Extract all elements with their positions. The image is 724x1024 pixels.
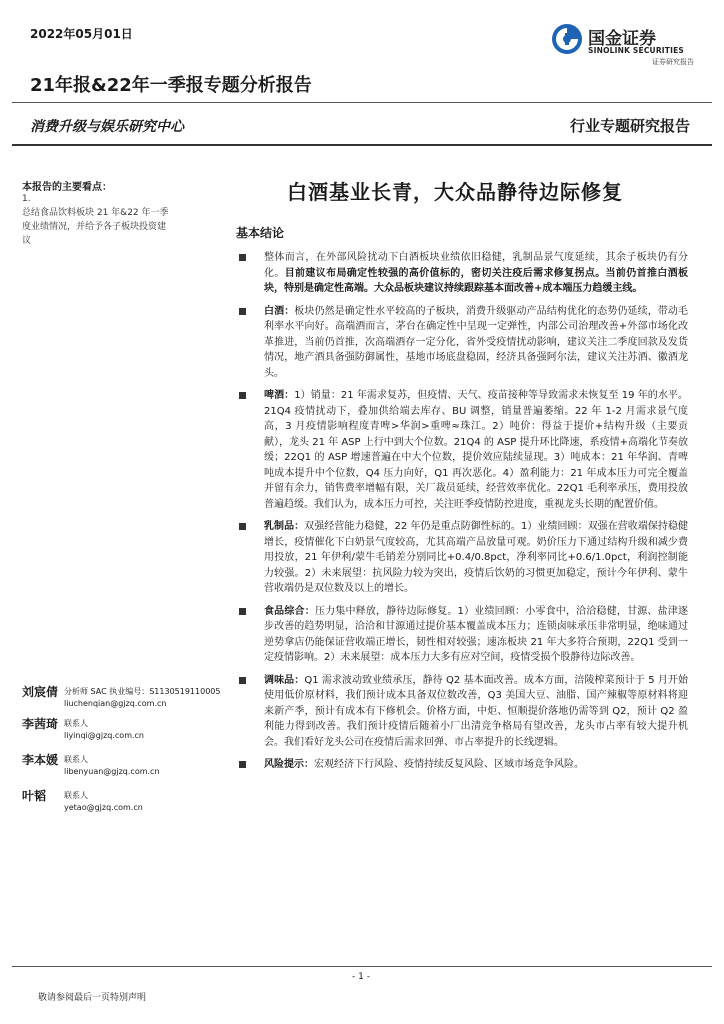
- analyst-role: 联系人: [64, 791, 88, 800]
- page-number: - 1 -: [352, 972, 370, 982]
- bullet-square-icon: [239, 392, 246, 399]
- bullet-label: 乳制品：: [264, 521, 305, 532]
- bullet-square-icon: [239, 608, 246, 615]
- logo-tag: 证券研究报告: [652, 58, 694, 66]
- research-center: 消费升级与娱乐研究中心: [30, 119, 184, 135]
- bullet-text: 1）销量：21 年需求复苏，但疫情、天气、疫苗接种等导致需求未恢复至 19 年的水平。21Q4 疫情扰动下，叠加供给端去库存、BU 调整，销量普遍萎缩。22 年 1-2 月需求景气度高，3 月疫情影响程度青啤>华润>重啤≈珠江。2）吨价：得益于提价+结构升级（主要贡献），龙头 21 年 ASP 上行中到大个位数。21Q4 的 ASP 提升环比降速，系疫情+高端化节奏放缓；22Q1 的 ASP 增速普遍在中大个位数，提价效应陆续显现。3）吨成本：21 年华润、青啤吨成本提升中个位数，Q4 压力向好，Q1 再次恶化。4）盈利能力：21 年成本压力可完全覆盖并留有余力，销售费率增幅有限，关厂裁员延续，经营效率优化。22Q1 毛利率承压，费用投放普遍趋缓。我们认为，成本压力可控，关注旺季疫情防控进度，重视龙头长期的配置价值。: [264, 390, 688, 510]
- bullet-square-icon: [239, 254, 246, 261]
- report-type: 行业专题研究报告: [569, 117, 690, 135]
- analyst-email: yetao@gjzq.com.cn: [64, 803, 143, 812]
- analyst-email: libenyuan@gjzq.com.cn: [64, 767, 160, 776]
- divider: [12, 966, 712, 967]
- analyst-block: [22, 754, 232, 778]
- bullet-item: [236, 673, 688, 751]
- analyst-name: 刘宸倩: [22, 685, 59, 699]
- bullet-label: 白酒：: [264, 305, 295, 317]
- bullet-item: [236, 388, 688, 512]
- analyst-name: 叶韬: [22, 789, 47, 803]
- bullet-square-icon: [239, 523, 246, 530]
- bullet-text: 压力集中释放，静待边际修复。1）业绩回顾：小零食中，洽洽稳健，甘源、盐津逐步改善的趋势明显，洽洽和甘源通过提价基本覆盖成本压力；连锁卤味承压非常明显，绝味通过逆势拿店仍能保证营收端正增长，韧性相对较强；速冻板块 21 年大多符合预期，22Q1 受到一定疫情影响。2）未来展望：成本压力大多有应对空间，疫情受损个股静待边际改善。: [264, 605, 688, 663]
- analyst-block: [22, 686, 232, 710]
- analyst-name: 李茜琦: [22, 717, 59, 731]
- analyst-email: liuchenqian@gjzq.com.cn: [64, 699, 167, 708]
- bullet-item: [236, 250, 688, 297]
- bullet-square-icon: [239, 761, 246, 768]
- section-heading: 基本结论: [236, 226, 285, 240]
- analyst-block: [22, 718, 232, 742]
- bullet-label: 调味品：: [264, 674, 305, 686]
- report-date: 2022年05月01日: [30, 27, 133, 41]
- logo-cn: 国金证券: [588, 29, 656, 49]
- bullet-item: [236, 519, 688, 597]
- analyst-role: 分析师 SAC 执业编号：S1130519110005: [64, 687, 221, 696]
- report-title: 21年报&22年一季报专题分析报告: [30, 75, 312, 96]
- highlight-num: 1.: [22, 194, 31, 204]
- bullet-text: 宏观经济下行风险、疫情持续反复风险、区域市场竞争风险。: [314, 759, 584, 770]
- logo-en: SINOLINK SECURITIES: [588, 46, 685, 55]
- bullet-label: 风险提示：: [264, 759, 314, 770]
- bullet-text: 板块仍然是确定性水平较高的子板块，消费升级驱动产品结构优化的态势仍延续，带动毛利率水平向好。高端酒而言，茅台在确定性中呈现一定弹性，内部公司治理改善+外部市场化改革推进，当前仍首推，次高端酒存一定分化，省外受疫情扰动影响，建议关注二季度回款及发货情况，地产酒具备强防御属性，基地市场底盘稳固，经济具备强阿尔法，建议关注苏酒、徽酒龙头。: [264, 305, 689, 379]
- analyst-email: liyinqi@gjzq.com.cn: [64, 731, 144, 740]
- conclusion-list: [236, 250, 688, 780]
- bullet-label: 食品综合：: [264, 605, 315, 617]
- highlight-item: [22, 192, 192, 248]
- bullet-item: [236, 604, 688, 666]
- highlight-text: 总结食品饮料板块 21 年&22 年一季度业绩情况，并给予各子板块投资建议: [22, 208, 169, 246]
- footer-disclaimer: 敬请参阅最后一页特别声明: [38, 993, 147, 1003]
- bullet-text: 双强经营能力稳健，22 年仍是重点防御性标的。1）业绩回顾：双强在营收端保持稳健增长，疫情催化下白奶景气度较高，尤其高端产品放量可观。奶价压力下通过结构升级和减少费用投放，21 年伊利/蒙牛毛销差分别同比+0.4/0.8pct，净利率同比+0.6/1.0pct，利润控制能力较强。2）未来展望：抗风险力较为突出，疫情后饮奶的习惯更加稳定，预计今年伊利、蒙牛营收端仍是双位数及以上的增长。: [264, 521, 689, 594]
- bullet-text: Q1 需求波动致业绩承压，静待 Q2 基本面改善。成本方面，涪陵榨菜预计于 5 月开始使用低价原材料，我们预计成本具备双位数改善，Q3 美国大豆、油脂、国产辣椒等原材料将迎来新产季，预计有成本有下修机会。价格方面，中炬、恒顺提价落地仍需等到 Q2，预计 Q2 盈利能力得到改善。我们预计疫情后随着小厂出清竞争格局有望改善，龙头市占率有较大提升机会。我们看好龙头公司在疫情后需求回弹、市占率提升的长线逻辑。: [264, 674, 688, 748]
- analyst-role: 联系人: [64, 755, 88, 764]
- bullet-square-icon: [239, 308, 246, 315]
- bullet-bold-text: 目前建议布局确定性较强的高价值标的，密切关注疫后需求修复拐点。当前仍首推白酒板块，特别是确定性高端。大众品板块建议持续跟踪基本面改善+成本端压力趋缓主线。: [264, 267, 689, 294]
- main-heading: 白酒基业长青，大众品静待边际修复: [287, 180, 623, 204]
- analyst-name: 李本媛: [22, 753, 59, 767]
- bullet-text: 整体而言，在外部风险扰动下白酒板块业绩依旧稳健，乳制品景气度延续，其余子板块仍有分化。: [264, 252, 688, 279]
- bullet-square-icon: [239, 677, 246, 684]
- divider: [12, 144, 712, 146]
- logo-icon: [550, 22, 584, 56]
- bullet-item: [236, 304, 688, 382]
- bullet-label: 啤酒：: [264, 390, 295, 401]
- analyst-role: 联系人: [64, 719, 88, 728]
- analyst-block: [22, 790, 232, 814]
- highlights-heading: 本报告的主要看点：: [22, 182, 112, 193]
- divider: [12, 102, 712, 103]
- bullet-item: [236, 757, 688, 773]
